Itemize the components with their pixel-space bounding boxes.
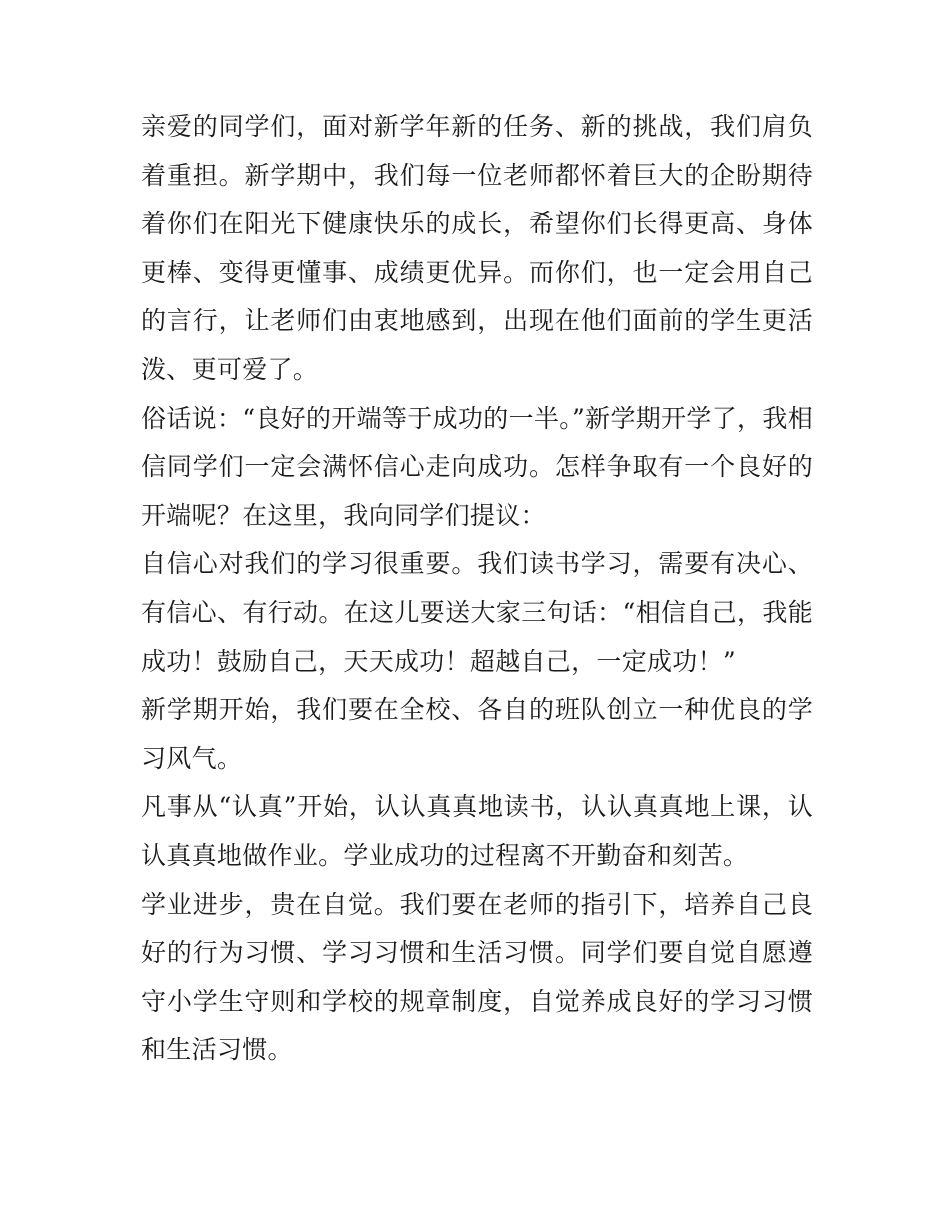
document-body: [141, 103, 813, 1075]
paragraph-1: 亲爱的同学们，面对新学年新的任务、新的挑战，我们肩负着重担。新学期中，我们每一位老师都怀着巨大的企盼期待着你们在阳光下健康快乐的成长，希望你们长得更高、身体更棒、变得更懂事、成绩更优异。而你们，也一定会用自己的言行，让老师们由衷地感到，出现在他们面前的学生更活泼、更可爱了。: [141, 112, 813, 384]
paragraph-5: 凡事从“认真”开始，认认真真地读书，认认真真地上课，认认真真地做作业。学业成功的过程离不开勤奋和刻苦。: [141, 792, 813, 870]
paragraph-4: 新学期开始，我们要在全校、各自的班队创立一种优良的学习风气。: [141, 695, 813, 773]
paragraph-3: 自信心对我们的学习很重要。我们读书学习，需要有决心、有信心、有行动。在这儿要送大家三句话：“相信自己，我能成功！鼓励自己，天天成功！超越自己，一定成功！”: [141, 549, 813, 676]
paragraph-6: 学业进步，贵在自觉。我们要在老师的指引下，培养自己良好的行为习惯、学习习惯和生活习惯。同学们要自觉自愿遵守小学生守则和学校的规章制度，自觉养成良好的学习习惯和生活习惯。: [141, 889, 813, 1065]
paragraph-2: 俗话说：“良好的开端等于成功的一半。”新学期开学了，我相信同学们一定会满怀信心走向成功。怎样争取有一个良好的开端呢？在这里，我向同学们提议：: [141, 403, 813, 530]
